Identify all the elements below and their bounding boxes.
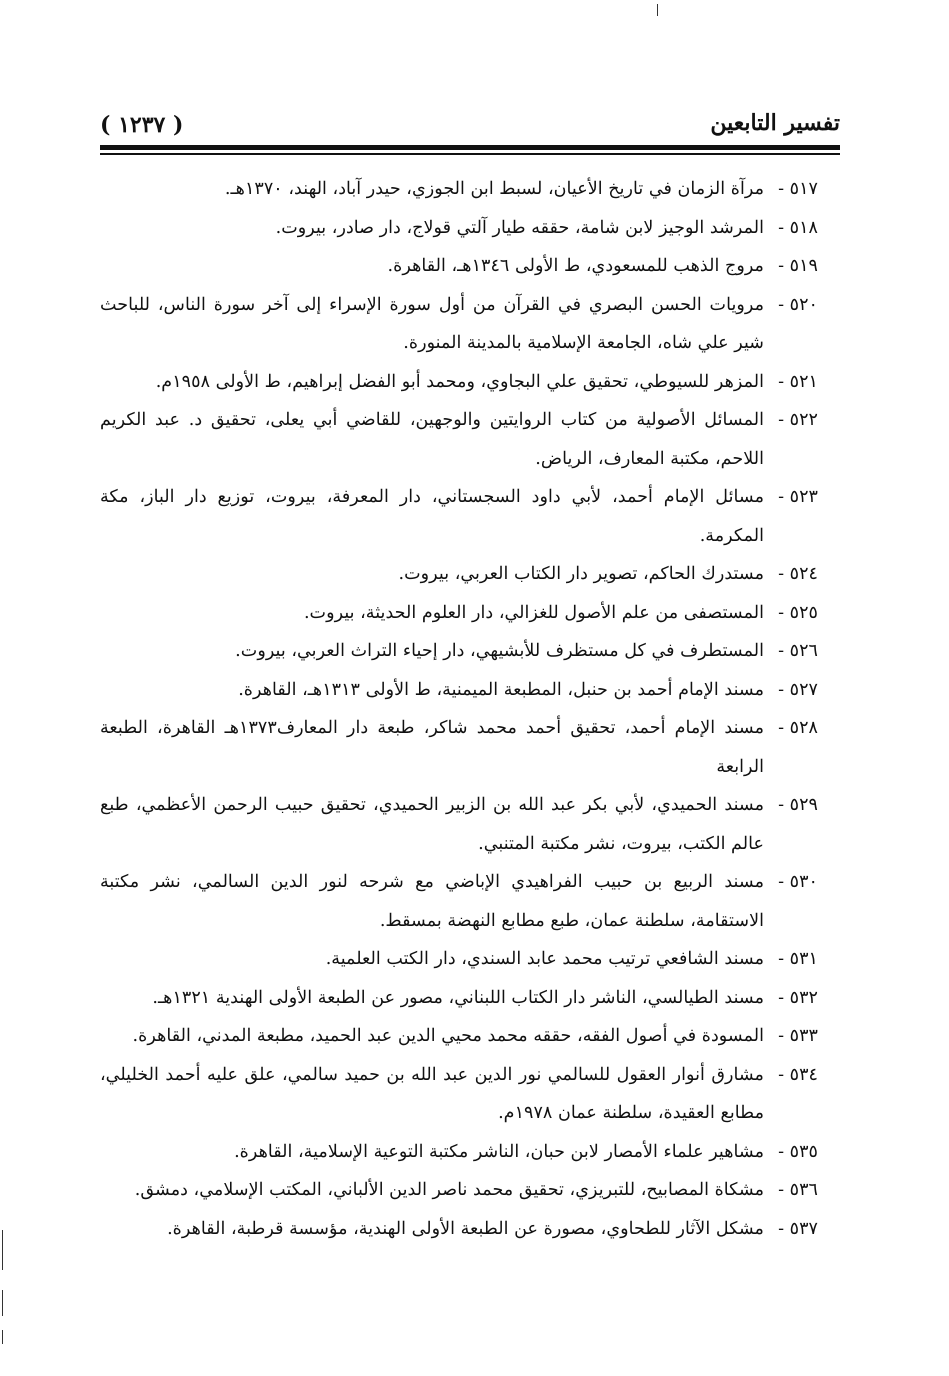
entry-number: ٥٣٢ - <box>778 987 818 1008</box>
entry-number: ٥٢٣ - <box>778 487 818 507</box>
entry-number: ٥٢٩ - <box>778 795 818 815</box>
scan-mark-left <box>2 1230 3 1270</box>
entry-number: ٥١٩ - <box>778 256 818 276</box>
entry-text: المستصفى من علم الأصول للغزالي، دار العلوم الحديثة، بيروت. <box>303 602 764 623</box>
entry-text: مشارق أنوار العقول للسالمي نور الدين عبد الله بن حميد سالمي، علق عليه أحمد الخليلي، مطابع العقيدة، سلطنة عمان ١٩٧٨م. <box>100 1064 764 1123</box>
page-number: ( ١٢٣٧ ) <box>100 112 184 138</box>
entry-text: مسند الطيالسي، الناشر دار الكتاب اللبناني، مصور عن الطبعة الأولى الهندية ١٣٢١هـ. <box>152 987 764 1008</box>
entry-text: مسند الربيع بن حبيب الفراهيدي الإباضي مع شرحه لنور الدين السالمي، نشر مكتبة الاستقامة، سلطنة عمان، طبع مطابع النهضة بمسقط. <box>100 872 764 931</box>
bibliography-entry <box>100 286 818 363</box>
bibliography-entry <box>100 1210 818 1249</box>
scan-mark-left <box>2 1330 3 1344</box>
bibliography-entry <box>100 170 818 209</box>
bibliography-entry <box>100 1017 818 1056</box>
entry-number: ٥٣٥ - <box>778 1141 818 1162</box>
entry-text: المسودة في أصول الفقه، حققه محمد محيي الدين عبد الحميد، مطبعة المدني، القاهرة. <box>132 1026 764 1046</box>
header-rule-thick <box>100 145 840 150</box>
bibliography-entry <box>100 1056 818 1133</box>
entry-number: ٥٢٦ - <box>778 641 818 661</box>
bibliography-entry <box>100 863 818 940</box>
entry-text: المسائل الأصولية من كتاب الروايتين والوجهين، للقاضي أبي يعلى، تحقيق د. عبد الكريم اللاحم، مكتبة المعارف، الرياض. <box>100 410 764 469</box>
header-rule-thin <box>100 153 840 155</box>
entry-number: ٥٢٢ - <box>778 410 818 430</box>
entry-text: مروج الذهب للمسعودي، ط الأولى ١٣٤٦هـ، القاهرة. <box>387 256 764 276</box>
bibliography-entry <box>100 478 818 555</box>
entry-number: ٥٢٠ - <box>778 294 818 315</box>
entry-number: ٥٣٣ - <box>778 1026 818 1046</box>
entry-text: مشكاة المصابيح، للتبريزي، تحقيق محمد ناصر الدين الألباني، المكتب الإسلامي، دمشق. <box>134 1180 764 1200</box>
entry-text: مسند الإمام أحمد بن حنبل، المطبعة الميمنية، ط الأولى ١٣١٣هـ، القاهرة. <box>238 679 764 700</box>
entry-number: ٥٢٨ - <box>778 718 818 738</box>
bibliography-entry <box>100 1133 818 1172</box>
bibliography-entry <box>100 555 818 594</box>
entry-number: ٥٢٧ - <box>778 679 818 700</box>
bibliography-entry <box>100 594 818 633</box>
entry-number: ٥٢٥ - <box>778 602 818 623</box>
entry-text: مشاهير علماء الأمصار لابن حبان، الناشر مكتبة التوعية الإسلامية، القاهرة. <box>234 1141 764 1162</box>
entry-number: ٥١٧ - <box>778 179 818 199</box>
entry-text: مرآة الزمان في تاريخ الأعيان، لسبط ابن الجوزي، حيدر آباد، الهند، ١٣٧٠هـ. <box>224 179 764 199</box>
entry-text: مشكل الآثار للطحاوي، مصورة عن الطبعة الأولى الهندية، مؤسسة قرطبة، القاهرة. <box>167 1218 764 1239</box>
entry-number: ٥٢٤ - <box>778 564 818 584</box>
entry-number: ٥٣١ - <box>778 949 818 969</box>
entry-text: مسائل الإمام أحمد، لأبي داود السجستاني، دار المعرفة، بيروت، توزيع دار الباز، مكة المكرمة. <box>100 487 764 546</box>
bibliography-entry <box>100 979 818 1018</box>
page-title: تفسير التابعين <box>710 110 840 136</box>
bibliography-entry <box>100 247 818 286</box>
scan-mark-top <box>657 4 658 16</box>
bibliography-entry <box>100 209 818 248</box>
entry-text: مرويات الحسن البصري في القرآن من أول سورة الإسراء إلى آخر سورة الناس، للباحث شير علي شاه، الجامعة الإسلامية بالمدينة المنورة. <box>100 294 764 353</box>
entry-number: ٥٣٠ - <box>778 872 818 892</box>
scan-mark-left <box>2 1290 3 1316</box>
bibliography-entry <box>100 1171 818 1210</box>
entry-text: المزهر للسيوطي، تحقيق علي البجاوي، ومحمد أبو الفضل إبراهيم، ط الأولى ١٩٥٨م. <box>155 371 764 392</box>
entry-number: ٥١٨ - <box>778 217 818 238</box>
bibliography-entry <box>100 401 818 478</box>
entry-text: مسند الإمام أحمد، تحقيق أحمد محمد شاكر، طبعة دار المعارف١٣٧٣هـ القاهرة، الطبعة الرابعة <box>100 718 764 777</box>
entry-number: ٥٣٧ - <box>778 1218 818 1239</box>
entry-text: مسند الحميدي، لأبي بكر عبد الله بن الزبير الحميدي، تحقيق حبيب الرحمن الأعظمي، طبع عالم الكتب، بيروت، نشر مكتبة المتنبي. <box>100 795 764 854</box>
bibliography-entry <box>100 786 818 863</box>
bibliography-entry <box>100 363 818 402</box>
bibliography-entry <box>100 632 818 671</box>
entry-text: مستدرك الحاكم، تصوير دار الكتاب العربي، بيروت. <box>398 564 764 584</box>
bibliography-entry <box>100 671 818 710</box>
entry-number: ٥٣٤ - <box>778 1064 818 1085</box>
entry-text: مسند الشافعي ترتيب محمد عابد السندي، دار الكتب العلمية. <box>325 949 764 969</box>
entry-number: ٥٣٦ - <box>778 1180 818 1200</box>
entry-text: المستطرف في كل مستظرف للأبشيهي، دار إحياء التراث العربي، بيروت. <box>235 641 764 661</box>
bibliography-list <box>100 170 818 1310</box>
page-header <box>100 110 840 150</box>
bibliography-entry <box>100 709 818 786</box>
entry-number: ٥٢١ - <box>778 371 818 392</box>
entry-text: المرشد الوجيز لابن شامة، حققه طيار آلتي قولاج، دار صادر، بيروت. <box>275 217 764 238</box>
bibliography-entry <box>100 940 818 979</box>
